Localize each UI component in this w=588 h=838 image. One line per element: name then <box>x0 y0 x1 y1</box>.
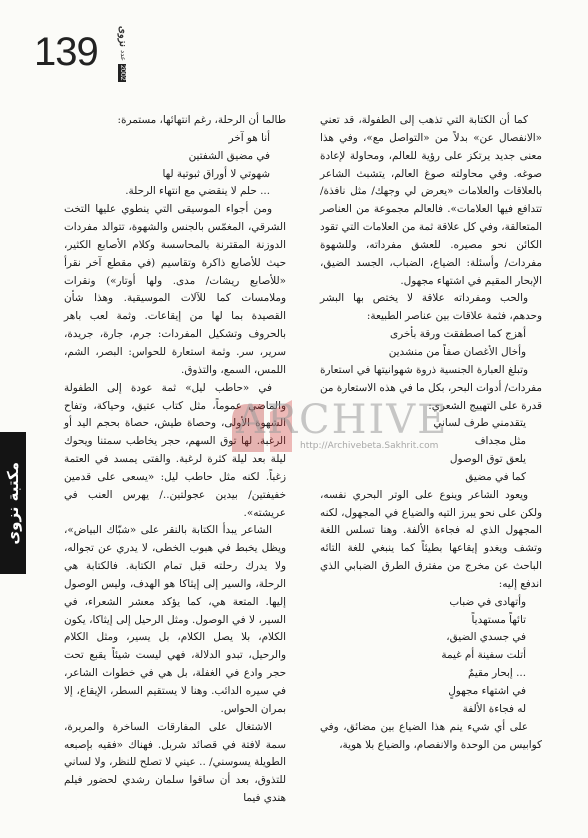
issue-year: 2002 <box>119 65 126 81</box>
poem-line: تائهاً مستهدياً <box>471 613 526 626</box>
paragraph: الاشتغال على المفارقات الساخرة والمريرة، سمة لافتة في قصائد شربل. فهناك «فقيه بإصبعه الطويلة يسوسني/ .. عيني لا تصلح للنظر، ولا لساني للتذوق، بعد أن ساقوا سلمان رشدي لحضور فيلم هندي فيما <box>64 720 286 805</box>
poem-line: في جسدي الضيق، <box>446 631 526 644</box>
paragraph: ويعود الشاعر وينوع على الوتر البحري نفسه، ولكن على نحو يبرز التيه والضياع في المجهول، لكنه المجهول الذي له فجاءة الألفة. وهنا تسلس اللغة وتشف ويغدو إيقاعها بطيئاً كما ينبغي للغة التائه الباحث عن مخرج من مفترق الطرق الضبابي الذي اندفع إليه: <box>320 488 542 590</box>
issue-label: عدد <box>119 50 126 62</box>
poem-line: في مضيق الشفتين <box>188 149 270 162</box>
paragraph: الشاعر يبدأ الكتابة بالنقر على «شبّاك البياض»، ويظل يخبط في هبوب الخطى، لا يدري عن تجواله، ولا يدرك رحلته قبل تمام الكتابة. فالكتابة هي الرحلة، والسير إلى إيثاكا هو الهدف، وليس الوصول إليها. المتعة هي، كما يؤكد معشر الشعراء، في السير، لا في الوصول. ومثل الرحيل إلى إيثاكا، يكون الكلام، بلا يصل الكلام، بل يسير، ومثل الكلام والرحيل، تبدو الدلالة، فهي ليست شيئاً يقبع تحت حجر وادع في الغفلة، بل هي في خطوات الشاعر، في سيره الدائب. وهنا لا يستقيم السطر، الإيقاع، إلا بمران الحواس. <box>64 524 286 715</box>
paragraph: كما أن الكتابة التي تذهب إلى الطفولة، قد تعني «الانفصال عن» بدلاً من «التواصل مع»، وفي هذا معنى جديد يرتكز على رؤية للعالم، ومحاولة لإعادة صوغه. وفي محاولته صوغ العالم، يتشبث الشاعر بالعلاقات والعلامات «يعرض لي وجهك/ مثل نافذة/ تتدافع فيها العلامات». فالعالم مجموعة من العناصر المتعالقة، وفي كل علاقة ثمة من العلامات التي تقود الكائن نحو مصيره. للعشق مفرداته، وللشهوة مفردات/ وأسئلة: الضياع، الضباب، الجسد الضيق، الإبحار المقيم في اشتهاء مجهول. <box>320 114 542 287</box>
poem-line: يلعق توق الوصول <box>449 453 526 466</box>
poem-line: مثل مجداف <box>474 435 526 448</box>
magazine-masthead <box>114 26 130 82</box>
paragraph: وتبلغ العبارة الجنسية ذروة شهوانيتها في استعارة مفردات/ أدوات البحر، بكل ما في هذه الاستعارة من قدرة على التهييج الشعري: <box>320 363 542 412</box>
paragraph: على أي شيء ينم هذا الضياع بين مضائق، وفي كوابيس من الوحدة والانفصام، والضياع بلا هوية، <box>320 720 542 751</box>
paragraph: ومن أجواء الموسيقى التي ينطوي عليها التخت الشرقي، المغمّس بالجنس والشهوة، تتوالد مفردات الدوزنة المقترنة بالمحاسسة وكلام الأصابع الكثير، حيث للأصابع ذاكرة وتقاسيم (في مقطع آخر نقرأ «للأصابع ريشات/ مدى. ولها أوتار») ونقرات وملامسات كما للآلات الموسيقية. وهذا شأن القصيدة بما لها من إيقاعات. وثمة لعب باهر بالحروف وتشكيل المفردات: جرم، جارة، جريدة، سرير، سر. وثمة استعارة للحواس: البصر، الشم، اللمس، السمع، والتذوق. <box>64 203 286 376</box>
poem-line: أتلت سفينة أم غيمة <box>441 649 526 662</box>
paragraph: طالما أن الرحلة، رغم انتهائها، مستمرة: <box>117 114 286 126</box>
page-number: 139 <box>34 30 98 74</box>
magazine-name: نزوى <box>117 26 128 47</box>
article-column-left <box>64 112 286 808</box>
watermark-title: ARCHIVE <box>236 397 449 443</box>
poem-line: شهوتي لا أوراق ثبوتية لها <box>162 167 270 180</box>
poem-line: وأخال الأغصان صفاً من منشدين <box>388 345 526 358</box>
poem-line: ... إبحار مقيمٌ <box>467 667 526 680</box>
poem-line: وأتهادى في ضباب <box>449 595 526 608</box>
poem-line: أنا هو آخر <box>228 131 270 144</box>
section-label: مكتبة نزوى <box>4 461 22 545</box>
poem-line: ... حلم لا ينقضي مع انتهاء الرحلة. <box>125 185 270 198</box>
poem-line: له فجاءة الألفة <box>462 702 526 715</box>
poem-line: في اشتهاء مجهولٍ <box>448 685 526 697</box>
watermark-url: http://Archivebeta.Sakhrit.com <box>300 441 439 451</box>
paragraph: في «حاطب ليل» ثمة عودة إلى الطفولة والماضي عموماً، مثل كتاب عتيق، وحياكة، وتفاح الشهوة الأولى، وحصاة طيش، حصاة بحجم اليد أو الرغبة. لها توق السهم، حجر يخاطب سمتنا ويحوك ليلة بعد ليلة كثرة لرغبة. والفتى يمسد في العتمة زغباً. لكنه مثل حاطب ليل: «يسعى على قدمين خفيفتين/ بيدين عجولتين../ يهرس العنب في عريشته». <box>64 381 286 519</box>
poem-line: كما في مضيق <box>465 470 526 483</box>
poem-line: يتقدمني طرف لساني <box>433 417 526 430</box>
paragraph: والحب ومفرداته علاقة لا يختص بها البشر وحدهم، فثمة علاقات بين عناصر الطبيعة: <box>320 292 542 323</box>
section-side-tab <box>0 432 26 574</box>
poem-line: أهزج كما اصطفقت ورقة بأخرى <box>389 328 526 341</box>
